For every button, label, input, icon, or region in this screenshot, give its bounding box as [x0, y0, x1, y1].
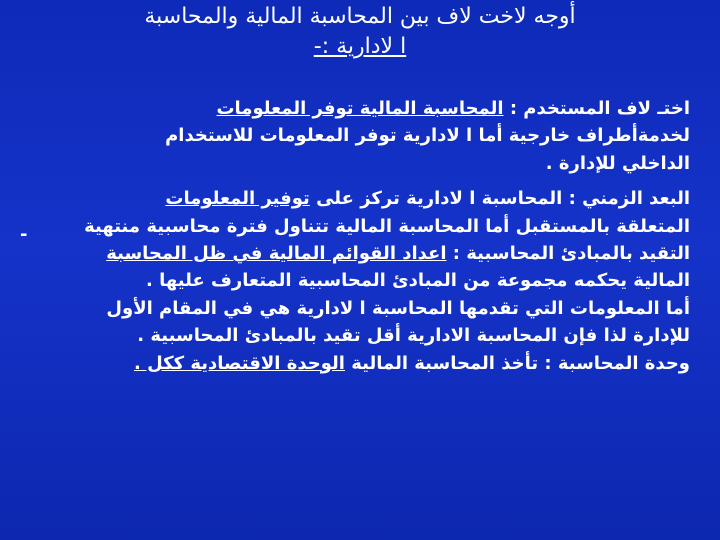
- text-line: [60, 350, 690, 377]
- text-segment: البعد الزمني : المحاسبة ا لادارية تركز على: [309, 188, 690, 210]
- text-line: [60, 185, 690, 212]
- text-line: أما المعلومات التي تقدمها المحاسبة ا لادارية هي في المقام الأول: [106, 297, 690, 319]
- title-line-2: [40, 32, 680, 62]
- text-line: المالية يحكمه مجموعة من المبادئ المحاسبية المتعارف عليها .: [146, 270, 690, 292]
- title-line-2-text: ا لادارية :-: [313, 34, 407, 59]
- text-line: [60, 95, 690, 122]
- text-segment: وحدة المحاسبة : تأخذ المحاسبة المالية: [344, 352, 690, 374]
- slide-title: [40, 2, 680, 62]
- paragraph-principles: [60, 240, 690, 295]
- paragraph-user-difference: [60, 95, 690, 177]
- paragraph-management-info: [60, 295, 690, 350]
- bullet-marker: -: [20, 224, 28, 245]
- text-line: [60, 240, 690, 267]
- text-line: لخدمةأطراف خارجية أما ا لادارية توفر المعلومات للاستخدام: [165, 125, 690, 147]
- underlined-segment: توفير المعلومات: [165, 188, 310, 210]
- paragraph-accounting-unit: [60, 350, 690, 377]
- text-segment: التقيد بالمبادئ المحاسبية :: [446, 243, 690, 265]
- underlined-segment: الوحدة الاقتصادية ككل .: [133, 352, 345, 374]
- title-line-1: أوجه لاخت لاف بين المحاسبة المالية والمحاسبة: [144, 4, 576, 29]
- text-line: الداخلي للإدارة .: [545, 152, 690, 174]
- paragraph-time-dimension: [60, 185, 690, 240]
- text-line: للإدارة لذا فإن المحاسبة الادارية أقل تقيد بالمبادئ المحاسبية .: [137, 325, 690, 347]
- underlined-segment: اعداد القوائم المالية في ظل المحاسبة: [106, 243, 447, 265]
- text-line: المتعلقة بالمستقبل أما المحاسبة المالية تتناول فترة محاسبية منتهية: [84, 215, 690, 237]
- underlined-segment: المحاسبة المالية توفر المعلومات: [216, 98, 504, 119]
- slide-body: [60, 95, 690, 377]
- text-segment: اختـ لاف المستخدم :: [503, 98, 690, 119]
